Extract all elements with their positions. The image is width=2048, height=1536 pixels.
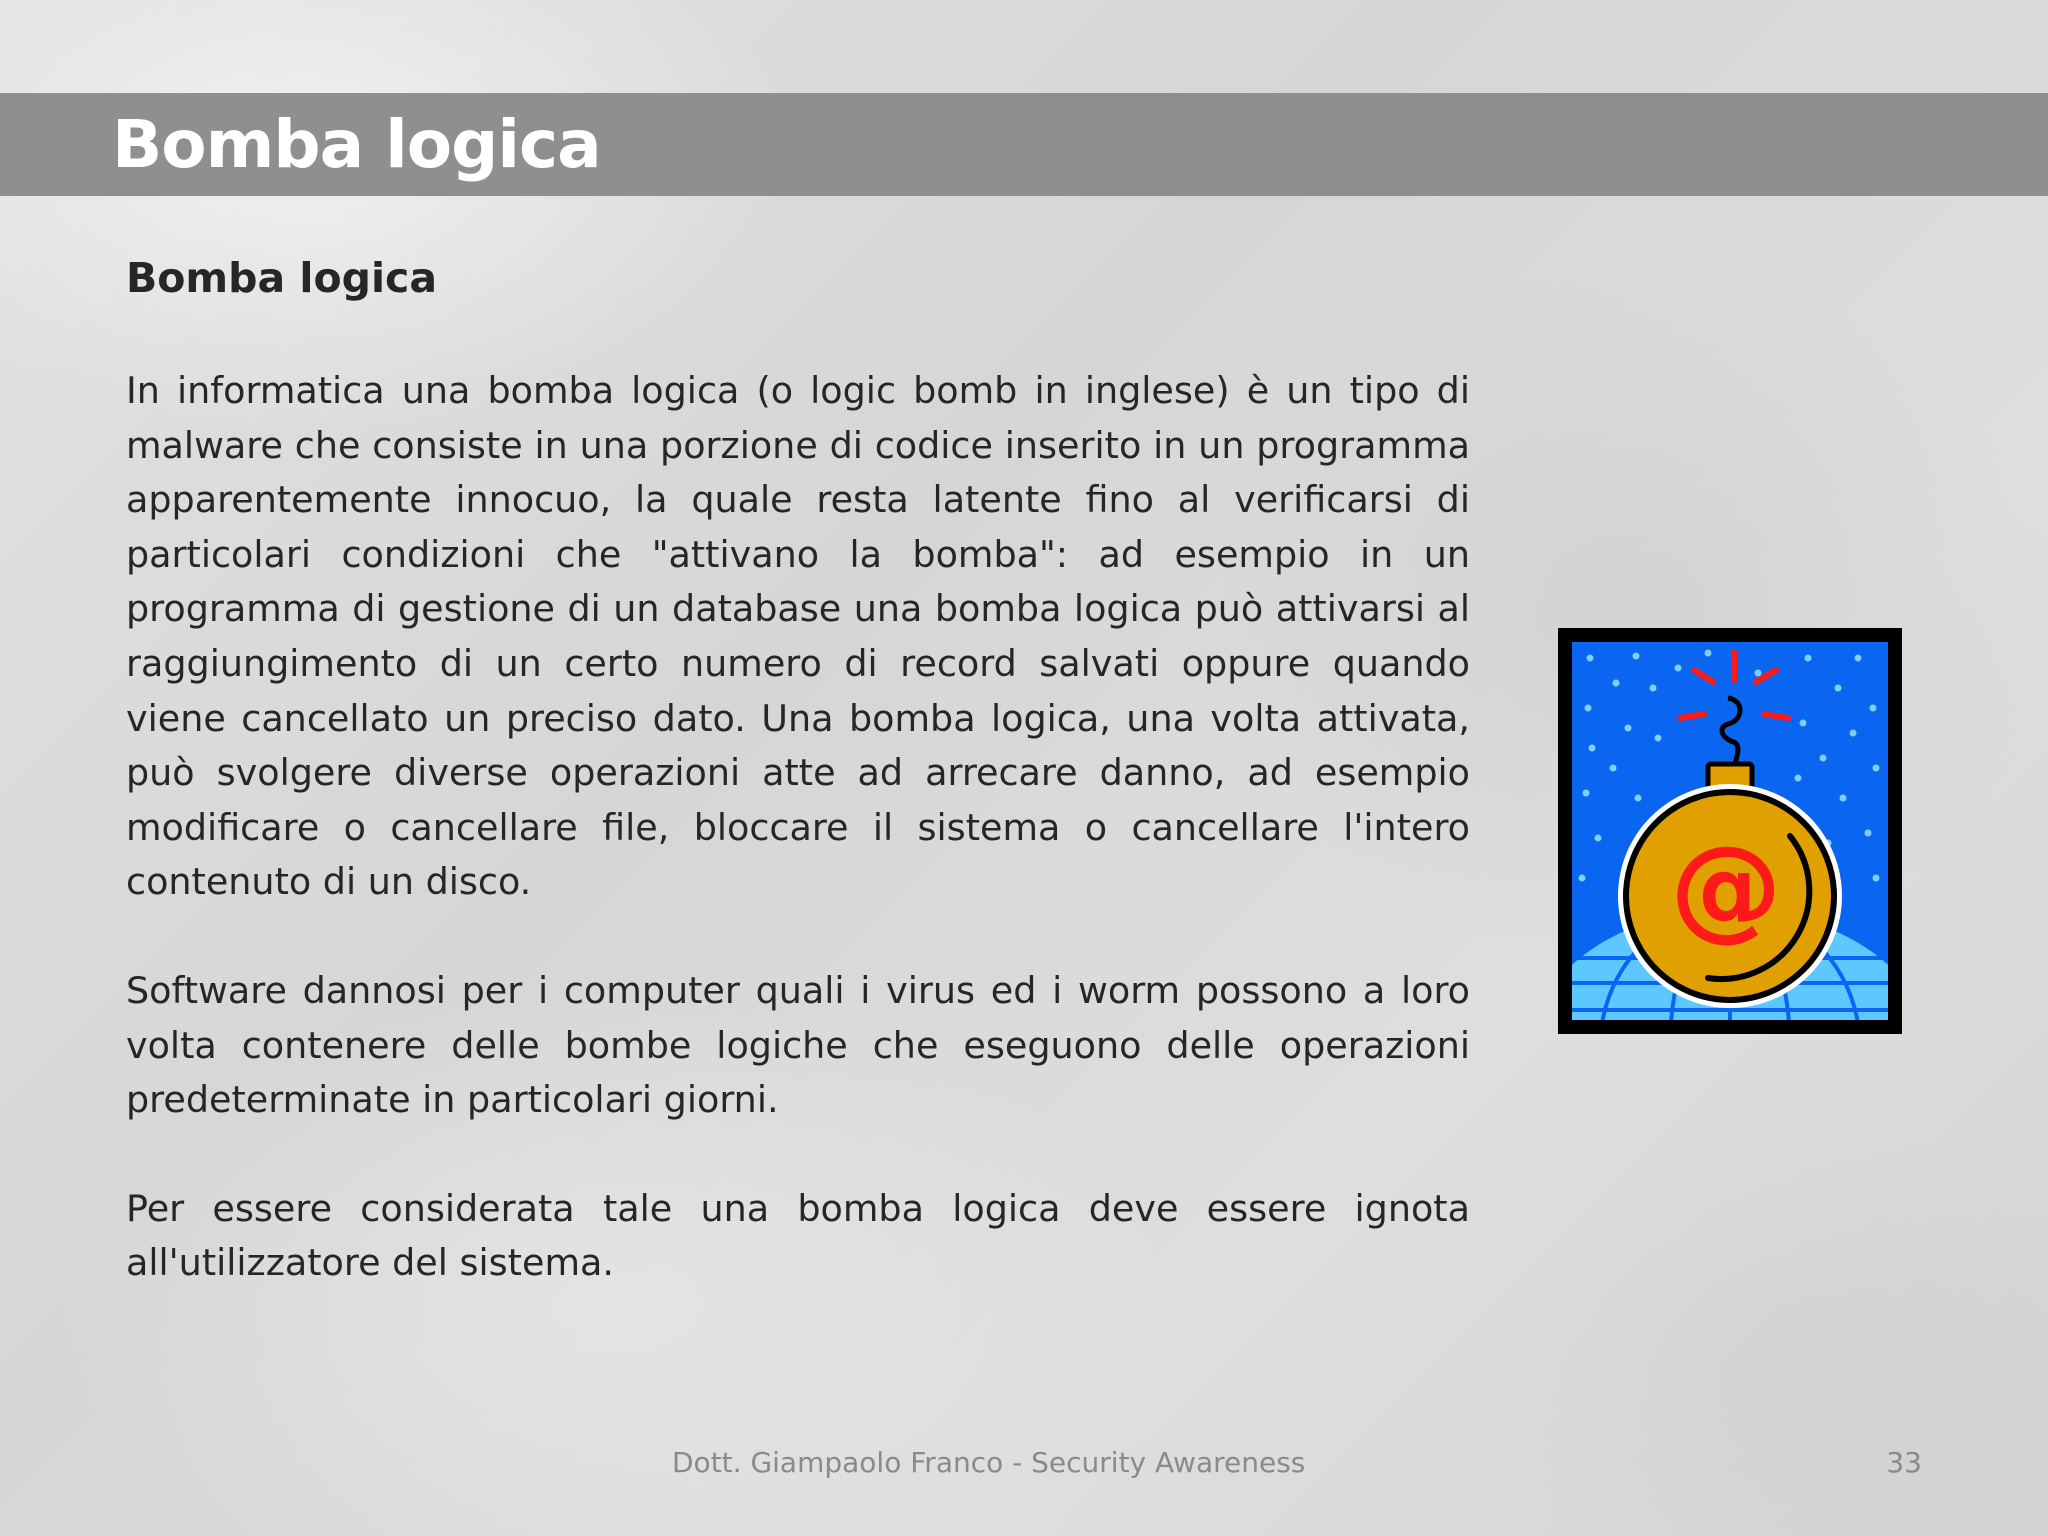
- paragraph-virus-worm: Software dannosi per i computer quali i virus ed i worm possono a loro volta contenere delle bombe logiche che eseguono delle operazioni predeterminate in particolari giorni.: [126, 968, 1470, 1122]
- footer-text: Dott. Giampaolo Franco - Security Awareness: [672, 1446, 1306, 1479]
- email-bomb-icon: [1558, 628, 1902, 1034]
- slide-content: [126, 248, 1470, 1345]
- footer: [0, 1446, 1966, 1486]
- slide-title: Bomba logica: [112, 106, 601, 183]
- paragraph-ignota: Per essere considerata tale una bomba logica deve essere ignota all'utilizzatore del sistema.: [126, 1186, 1470, 1285]
- at-symbol: @: [1670, 823, 1782, 953]
- page-number: 33: [1886, 1446, 1922, 1479]
- paragraph-definition: In informatica una bomba logica (o logic bomb in inglese) è un tipo di malware che consiste in una porzione di codice inserito in un programma apparentemente innocuo, la quale resta latente fino al verificarsi di particolari condizioni che "attivano la bomba": ad esempio in un programma di gestione di un database una bomba logica può attivarsi al raggiungimento di un certo numero di record salvati oppure quando viene cancellato un preciso dato. Una bomba logica, una volta attivata, può svolgere diverse operazioni atte ad arrecare danno, ad esempio modificare o cancellare file, bloccare il sistema o cancellare l'intero contenuto di un disco.: [126, 369, 1470, 904]
- content-heading: Bomba logica: [126, 254, 438, 302]
